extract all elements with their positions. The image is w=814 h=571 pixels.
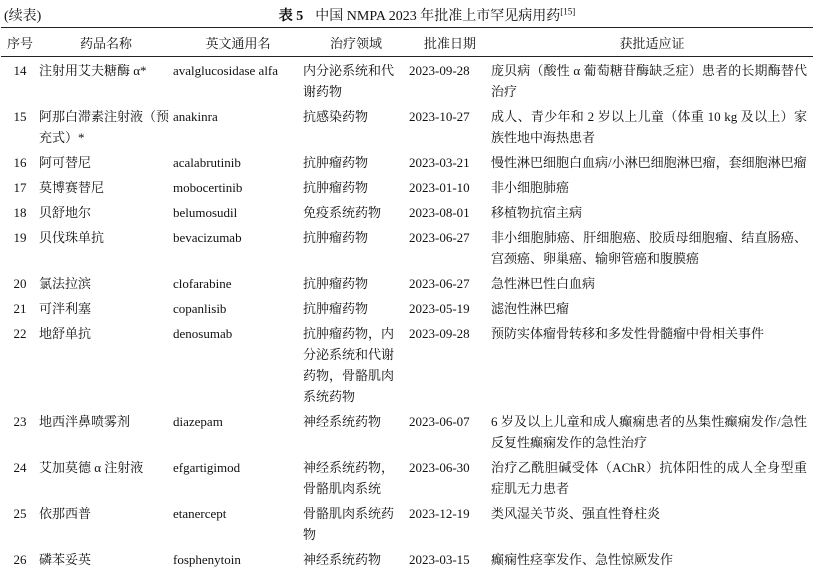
table-row <box>1 103 813 149</box>
drug-name: 可泮利塞 <box>39 301 92 316</box>
table-row <box>1 408 813 454</box>
row-number: 14 <box>13 63 27 78</box>
approval-date: 2023-06-27 <box>409 230 470 245</box>
english-name: acalabrutinib <box>173 155 241 170</box>
row-number: 15 <box>13 109 27 124</box>
drug-name: 莫博赛替尼 <box>39 180 105 195</box>
drug-name: 注射用艾夫糖酶 α* <box>39 63 147 78</box>
english-name: etanercept <box>173 506 227 521</box>
drug-name: 地西泮鼻喷雾剂 <box>39 414 131 429</box>
therapeutic-area: 抗肿瘤药物 <box>303 230 369 245</box>
drug-name: 磷苯妥英 <box>39 552 92 567</box>
indication: 预防实体瘤骨转移和多发性骨髓瘤中骨相关事件 <box>491 326 765 341</box>
header-no: 序号 <box>6 35 33 51</box>
english-name: fosphenytoin <box>173 552 241 567</box>
english-name: diazepam <box>173 414 223 429</box>
indication: 庞贝病（酸性 α 葡萄糖苷酶缺乏症）患者的长期酶替代治疗 <box>491 63 807 99</box>
approval-date: 2023-12-19 <box>409 506 470 521</box>
indication: 移植物抗宿主病 <box>491 205 583 220</box>
row-number: 18 <box>13 205 27 220</box>
header-name: 药品名称 <box>79 35 132 51</box>
indication: 非小细胞肺癌 <box>491 180 570 195</box>
therapeutic-area: 抗肿瘤药物 <box>303 180 369 195</box>
english-name: avalglucosidase alfa <box>173 63 279 78</box>
drug-name: 贝舒地尔 <box>39 205 92 220</box>
row-number: 22 <box>13 326 27 341</box>
drug-name: 氯法拉滨 <box>39 276 92 291</box>
row-number: 20 <box>13 276 27 291</box>
rare-disease-drug-table <box>1 27 813 571</box>
therapeutic-area: 神经系统药物 <box>303 552 382 567</box>
row-number: 26 <box>13 552 27 567</box>
table-number: 表 5 <box>278 9 304 24</box>
continued-label: (续表) <box>4 9 42 24</box>
english-name: efgartigimod <box>173 460 241 475</box>
table-row <box>1 454 813 500</box>
therapeutic-area: 免疫系统药物 <box>303 205 382 220</box>
approval-date: 2023-03-15 <box>409 552 470 567</box>
row-number: 25 <box>13 506 27 521</box>
approval-date: 2023-10-27 <box>409 109 470 124</box>
table-row <box>1 149 813 174</box>
approval-date: 2023-06-07 <box>409 414 470 429</box>
header-area: 治疗领域 <box>329 35 382 51</box>
table-row <box>1 199 813 224</box>
table-caption-bar <box>0 0 814 27</box>
therapeutic-area: 骨骼肌肉系统药物 <box>303 506 395 542</box>
therapeutic-area: 神经系统药物 <box>303 414 382 429</box>
header-indication: 获批适应证 <box>619 35 685 51</box>
english-name: mobocertinib <box>173 180 243 195</box>
therapeutic-area: 抗感染药物 <box>303 109 369 124</box>
table-row <box>1 546 813 571</box>
approval-date: 2023-06-30 <box>409 460 470 475</box>
indication: 癫痫性痉挛发作、急性惊厥发作 <box>491 552 674 567</box>
approval-date: 2023-06-27 <box>409 276 470 291</box>
row-number: 16 <box>13 155 27 170</box>
table-row <box>1 174 813 199</box>
row-number: 17 <box>13 180 27 195</box>
row-number: 19 <box>13 230 27 245</box>
indication: 6 岁及以上儿童和成人癫痫患者的丛集性癫痫发作/急性反复性癫痫发作的急性治疗 <box>491 414 807 450</box>
table-row <box>1 270 813 295</box>
approval-date: 2023-01-10 <box>409 180 470 195</box>
drug-name: 艾加莫德 α 注射液 <box>39 460 144 475</box>
drug-name: 依那西普 <box>39 506 92 521</box>
english-name: bevacizumab <box>173 230 242 245</box>
indication: 治疗乙酰胆碱受体（AChR）抗体阳性的成人全身型重症肌无力患者 <box>491 460 807 496</box>
drug-name: 贝伐珠单抗 <box>39 230 105 245</box>
approval-date: 2023-08-01 <box>409 205 470 220</box>
approval-date: 2023-09-28 <box>409 326 470 341</box>
drug-name: 阿那白滞素注射液（预充式）* <box>39 109 170 145</box>
approval-date: 2023-03-21 <box>409 155 470 170</box>
header-date: 批准日期 <box>423 35 476 51</box>
table-title <box>0 5 814 25</box>
english-name: clofarabine <box>173 276 232 291</box>
english-name: denosumab <box>173 326 233 341</box>
row-number: 21 <box>13 301 27 316</box>
table-title-text: 中国 NMPA 2023 年批准上市罕见病用药 <box>315 9 561 24</box>
reference: [15] <box>560 6 576 17</box>
english-name: belumosudil <box>173 205 238 220</box>
table-row <box>1 320 813 408</box>
therapeutic-area: 内分泌系统和代谢药物 <box>303 63 395 99</box>
header-row <box>1 28 813 57</box>
indication: 非小细胞肺癌、肝细胞癌、胶质母细胞瘤、结直肠癌、宫颈癌、卵巢癌、输卵管癌和腹膜癌 <box>491 230 807 266</box>
approval-date: 2023-05-19 <box>409 301 470 316</box>
indication: 急性淋巴性白血病 <box>491 276 596 291</box>
indication: 慢性淋巴细胞白血病/小淋巴细胞淋巴瘤，套细胞淋巴瘤 <box>491 155 807 170</box>
indication: 滤泡性淋巴瘤 <box>491 301 570 316</box>
row-number: 23 <box>13 414 27 429</box>
drug-name: 阿可替尼 <box>39 155 92 170</box>
therapeutic-area: 抗肿瘤药物，内分泌系统和代谢药物，骨骼肌肉系统药物 <box>303 326 395 404</box>
table-row <box>1 57 813 104</box>
therapeutic-area: 抗肿瘤药物 <box>303 276 369 291</box>
indication: 成人、青少年和 2 岁以上儿童（体重 10 kg 及以上）家族性地中海热患者 <box>491 109 807 145</box>
approval-date: 2023-09-28 <box>409 63 470 78</box>
table-row <box>1 224 813 270</box>
therapeutic-area: 抗肿瘤药物 <box>303 301 369 316</box>
table-row <box>1 295 813 320</box>
table-row <box>1 500 813 546</box>
header-english-name: 英文通用名 <box>205 35 271 51</box>
therapeutic-area: 神经系统药物，骨骼肌肉系统 <box>303 460 395 496</box>
drug-name: 地舒单抗 <box>39 326 92 341</box>
indication: 类风湿关节炎、强直性脊柱炎 <box>491 506 661 521</box>
row-number: 24 <box>13 460 27 475</box>
english-name: anakinra <box>173 109 218 124</box>
therapeutic-area: 抗肿瘤药物 <box>303 155 369 170</box>
english-name: copanlisib <box>173 301 227 316</box>
